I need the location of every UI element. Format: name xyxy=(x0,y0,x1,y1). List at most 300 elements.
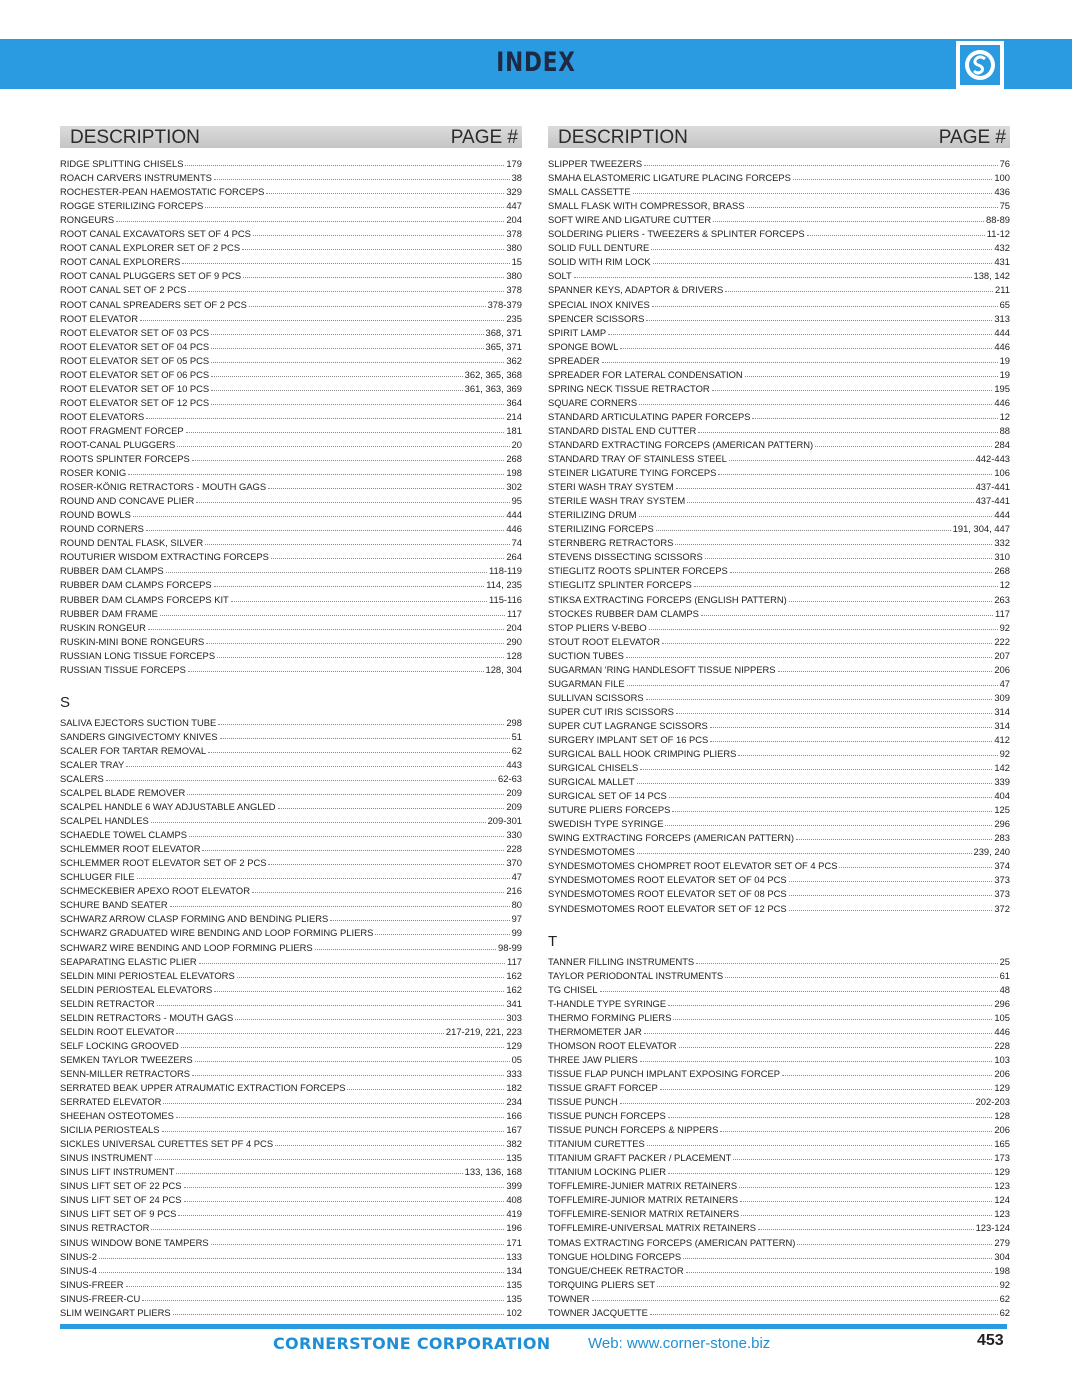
entry-page-number: 129 xyxy=(506,1039,522,1051)
entry-page-number: 284 xyxy=(994,438,1010,450)
dot-leader xyxy=(211,1244,505,1245)
footer-website[interactable]: Web: www.corner-stone.biz xyxy=(588,1335,771,1352)
entry-page-number: 198 xyxy=(506,467,522,479)
entry-page-number: 105 xyxy=(994,1011,1010,1023)
column-header xyxy=(60,126,522,148)
entry-description: SCALERS xyxy=(60,772,104,784)
entry-description: STOUT ROOT ELEVATOR xyxy=(548,635,661,647)
index-entry xyxy=(548,1163,1010,1177)
index-entry xyxy=(60,1205,522,1219)
entry-description: SOLID WITH RIM LOCK xyxy=(548,256,651,268)
index-entry xyxy=(60,506,522,520)
dot-leader xyxy=(694,586,998,587)
dot-leader xyxy=(644,165,997,166)
dot-leader xyxy=(242,249,504,250)
entry-page-number: 61 xyxy=(999,969,1010,981)
index-entry xyxy=(60,478,522,492)
dot-leader xyxy=(730,572,993,573)
index-entry xyxy=(60,436,522,450)
entry-description: ROOT CANAL SET OF 2 PCS xyxy=(60,284,187,296)
index-entry xyxy=(548,1051,1010,1065)
index-entry xyxy=(548,295,1010,309)
index-entry xyxy=(60,619,522,633)
index-entry xyxy=(548,534,1010,548)
entry-page-number: 135 xyxy=(506,1152,522,1164)
dot-leader xyxy=(651,249,992,250)
entry-description: SCHLEMMER ROOT ELEVATOR SET OF 2 PCS xyxy=(60,857,267,869)
index-entry xyxy=(548,967,1010,981)
entry-page-number: 114, 235 xyxy=(486,579,522,591)
entry-page-number: 378-379 xyxy=(487,298,522,310)
index-entry xyxy=(60,1023,522,1037)
index-entry xyxy=(60,155,522,169)
index-entry xyxy=(548,717,1010,731)
index-entry xyxy=(548,1262,1010,1276)
entry-page-number: 117 xyxy=(507,955,522,967)
entry-page-number: 92 xyxy=(999,621,1010,633)
entry-page-number: 19 xyxy=(999,368,1010,380)
entry-description: SCALER FOR TARTAR REMOVAL xyxy=(60,744,207,756)
entry-page-number: 123 xyxy=(994,1208,1010,1220)
dot-leader xyxy=(162,1131,505,1132)
dot-leader xyxy=(128,474,504,475)
entry-description: TITANIUM CURETTES xyxy=(548,1138,645,1150)
entry-page-number: 95 xyxy=(511,495,522,507)
dot-leader xyxy=(668,1117,993,1118)
dot-leader xyxy=(160,615,505,616)
dot-leader xyxy=(752,418,997,419)
entry-description: STANDARD TRAY OF STAINLESS STEEL xyxy=(548,453,727,465)
entry-page-number: 446 xyxy=(994,340,1010,352)
index-entry xyxy=(548,562,1010,576)
index-entry xyxy=(60,840,522,854)
entry-page-number: 364 xyxy=(506,396,522,408)
entry-description: SINUS-FREER-CU xyxy=(60,1292,141,1304)
column-header xyxy=(548,126,1010,148)
entry-page-number: 173 xyxy=(994,1152,1010,1164)
entry-description: STEVENS DISSECTING SCISSORS xyxy=(548,551,703,563)
entry-page-number: 207 xyxy=(994,649,1010,661)
index-entry xyxy=(60,728,522,742)
entry-description: SOLID FULL DENTURE xyxy=(548,242,650,254)
index-entry xyxy=(60,239,522,253)
entry-description: ROOT ELEVATOR SET OF 12 PCS xyxy=(60,396,210,408)
dot-leader xyxy=(178,1215,504,1216)
entry-description: TISSUE FLAP PUNCH IMPLANT EXPOSING FORCEP xyxy=(548,1067,780,1079)
entry-page-number: 102 xyxy=(506,1306,522,1318)
dot-leader xyxy=(797,1244,992,1245)
index-entry xyxy=(60,310,522,324)
index-entry xyxy=(548,169,1010,183)
index-entry xyxy=(60,798,522,812)
entry-page-number: 378 xyxy=(506,284,522,296)
entry-page-number: 15 xyxy=(511,256,522,268)
entry-page-number: 124 xyxy=(994,1194,1010,1206)
dot-leader xyxy=(665,825,992,826)
entry-description: THREE JAW PLIERS xyxy=(548,1053,638,1065)
entry-description: SPENCER SCISSORS xyxy=(548,312,645,324)
entry-page-number: 76 xyxy=(999,158,1010,170)
entry-page-number: 65 xyxy=(999,298,1010,310)
index-entry xyxy=(548,239,1010,253)
dot-leader xyxy=(184,1187,505,1188)
dot-leader xyxy=(807,235,985,236)
dot-leader xyxy=(739,1187,992,1188)
entry-description: SUGARMAN 'RING HANDLESOFT TISSUE NIPPERS xyxy=(548,663,776,675)
dot-leader xyxy=(679,1047,993,1048)
entry-description: SELDIN ROOT ELEVATOR xyxy=(60,1025,175,1037)
entry-page-number: 62 xyxy=(999,1292,1010,1304)
index-entry xyxy=(60,1065,522,1079)
entry-page-number: 332 xyxy=(994,537,1010,549)
entry-page-number: 290 xyxy=(506,635,522,647)
entry-description: ROOT CANAL SPREADERS SET OF 2 PCS xyxy=(60,298,247,310)
dot-leader xyxy=(173,1314,505,1315)
index-entry xyxy=(548,995,1010,1009)
entry-description: SURGICAL BALL HOOK CRIMPING PLIERS xyxy=(548,748,737,760)
dot-leader xyxy=(602,362,998,363)
entry-description: SELDIN RETRACTOR xyxy=(60,997,155,1009)
dot-leader xyxy=(142,1300,504,1301)
dot-leader xyxy=(644,1033,993,1034)
entry-page-number: 125 xyxy=(994,804,1010,816)
entry-page-number: 196 xyxy=(506,1222,522,1234)
dot-leader xyxy=(330,920,509,921)
dot-leader xyxy=(196,502,509,503)
dot-leader xyxy=(146,530,504,531)
entry-description: SCHWARZ GRADUATED WIRE BENDING AND LOOP FORMING PLIERS xyxy=(60,927,374,939)
index-entry xyxy=(548,815,1010,829)
entry-description: ROACH CARVERS INSTRUMENTS xyxy=(60,172,212,184)
entry-page-number: 135 xyxy=(506,1278,522,1290)
entry-page-number: 97 xyxy=(511,913,522,925)
dot-leader xyxy=(268,488,504,489)
index-entry xyxy=(60,910,522,924)
entry-page-number: 446 xyxy=(506,523,522,535)
entry-description: SPRING NECK TISSUE RETRACTOR xyxy=(548,382,710,394)
header-banner xyxy=(0,39,1072,89)
index-entry xyxy=(60,1262,522,1276)
entry-page-number: 222 xyxy=(994,635,1010,647)
page-number-header: PAGE # xyxy=(938,127,1006,148)
footer-company-name: CORNERSTONE CORPORATION xyxy=(273,1334,551,1353)
index-entry xyxy=(60,183,522,197)
entry-page-number: 298 xyxy=(506,716,522,728)
index-entry xyxy=(60,253,522,267)
index-entry xyxy=(60,281,522,295)
index-entry xyxy=(60,784,522,798)
entry-description: SUPER CUT LAGRANGE SCISSORS xyxy=(548,719,708,731)
entry-page-number: 47 xyxy=(999,677,1010,689)
index-entry xyxy=(548,953,1010,967)
entry-page-number: 25 xyxy=(999,955,1010,967)
entry-description: SINUS LIFT SET OF 9 PCS xyxy=(60,1208,177,1220)
entry-description: ROOT ELEVATOR SET OF 03 PCS xyxy=(60,326,210,338)
index-entry xyxy=(548,675,1010,689)
dot-leader xyxy=(148,629,504,630)
entry-description: SWING EXTRACTING FORCEPS (AMERICAN PATTERN) xyxy=(548,832,795,844)
index-entry xyxy=(548,338,1010,352)
dot-leader xyxy=(211,376,462,377)
entry-page-number: 339 xyxy=(994,776,1010,788)
entry-page-number: 74 xyxy=(511,537,522,549)
entry-page-number: 304 xyxy=(994,1250,1010,1262)
entry-description: STANDARD ARTICULATING PAPER FORCEPS xyxy=(548,410,751,422)
entry-description: RUSSIAN TISSUE FORCEPS xyxy=(60,663,186,675)
dot-leader xyxy=(184,1201,505,1202)
dot-leader xyxy=(253,235,505,236)
entry-description: SPREADER xyxy=(548,354,600,366)
entry-description: SCHMECKEBIER APEXO ROOT ELEVATOR xyxy=(60,885,250,897)
entry-description: SYNDESMOTOMES CHOMPRET ROOT ELEVATOR SET OF 4 PCS xyxy=(548,860,838,872)
index-entry xyxy=(548,548,1010,562)
entry-page-number: 214 xyxy=(506,410,522,422)
dot-leader xyxy=(649,629,998,630)
entry-description: STOP PLIERS V-BEBO xyxy=(548,621,647,633)
index-entry xyxy=(548,1205,1010,1219)
dot-leader xyxy=(729,460,974,461)
index-entry xyxy=(60,1051,522,1065)
entry-page-number: 98-99 xyxy=(498,941,522,953)
entry-description: ROOTS SPLINTER FORCEPS xyxy=(60,453,190,465)
entry-description: STANDARD EXTRACTING FORCEPS (AMERICAN PATTERN) xyxy=(548,438,814,450)
entry-description: TOWNER xyxy=(548,1292,590,1304)
index-entry xyxy=(548,450,1010,464)
index-entry xyxy=(60,756,522,770)
entry-description: TISSUE GRAFT FORCEP xyxy=(548,1082,658,1093)
entry-description: ROOT FRAGMENT FORCEP xyxy=(60,424,184,436)
index-entry xyxy=(548,801,1010,815)
entry-description: SCHAEDLE TOWEL CLAMPS xyxy=(60,829,187,841)
entry-page-number: 310 xyxy=(994,551,1010,563)
entry-page-number: 296 xyxy=(994,818,1010,830)
entry-description: TOMAS EXTRACTING FORCEPS (AMERICAN PATTERN) xyxy=(548,1236,796,1248)
entry-description: SPIRIT LAMP xyxy=(548,326,607,338)
index-entry xyxy=(548,661,1010,675)
entry-page-number: 75 xyxy=(999,200,1010,212)
index-entry xyxy=(548,745,1010,759)
entry-page-number: 171 xyxy=(506,1236,522,1248)
entry-page-number: 235 xyxy=(506,312,522,324)
entry-description: SICKLES UNIVERSAL CURETTES SET PF 4 PCS xyxy=(60,1138,274,1150)
entry-page-number: 373 xyxy=(994,888,1010,900)
dot-leader xyxy=(672,811,992,812)
index-entry xyxy=(60,394,522,408)
dot-leader xyxy=(627,685,998,686)
dot-leader xyxy=(220,738,510,739)
entry-description: ROGGE STERILIZING FORCEPS xyxy=(60,200,204,212)
entry-description: ROOT ELEVATOR SET OF 06 PCS xyxy=(60,368,210,380)
index-entry xyxy=(60,464,522,478)
index-entry xyxy=(548,647,1010,661)
entry-description: ROOT CANAL EXCAVATORS SET OF 4 PCS xyxy=(60,228,251,240)
index-entry xyxy=(548,197,1010,211)
index-entry xyxy=(548,773,1010,787)
dot-leader xyxy=(99,1272,504,1273)
entry-page-number: 99 xyxy=(511,927,522,939)
entry-description: ROSER-KÖNIG RETRACTORS - MOUTH GAGS xyxy=(60,481,267,493)
index-entry xyxy=(548,352,1010,366)
entry-page-number: 211 xyxy=(995,284,1010,296)
index-entry xyxy=(60,366,522,380)
entry-description: RONGEURS xyxy=(60,214,115,226)
dot-leader xyxy=(176,1033,443,1034)
entry-description: STERILIZING DRUM xyxy=(548,509,637,521)
dot-leader xyxy=(815,446,992,447)
entry-description: SPONGE BOWL xyxy=(548,340,619,352)
entry-description: TOFFLEMIRE-JUNIOR MATRIX RETAINERS xyxy=(548,1194,739,1206)
entry-page-number: 128, 304 xyxy=(485,663,522,675)
entry-page-number: 365, 371 xyxy=(485,340,522,352)
entry-description: STIEGLITZ SPLINTER FORCEPS xyxy=(548,579,692,591)
dot-leader xyxy=(712,390,993,391)
index-entry xyxy=(548,1191,1010,1205)
index-entries xyxy=(60,155,522,1318)
dot-leader xyxy=(214,586,485,587)
entry-page-number: 419 xyxy=(506,1208,522,1220)
dot-leader xyxy=(163,1103,504,1104)
entry-description: SALIVA EJECTORS SUCTION TUBE xyxy=(60,716,217,728)
dot-leader xyxy=(789,910,993,911)
dot-leader xyxy=(375,934,509,935)
entry-page-number: 05 xyxy=(511,1053,522,1065)
entry-description: TG CHISEL xyxy=(548,983,598,995)
entry-description: SLIPPER TWEEZERS xyxy=(548,158,643,170)
dot-leader xyxy=(157,1005,505,1006)
dot-leader xyxy=(186,432,505,433)
entry-page-number: 234 xyxy=(506,1096,522,1108)
entry-page-number: 19 xyxy=(999,354,1010,366)
entry-page-number: 382 xyxy=(506,1138,522,1150)
index-entry xyxy=(548,843,1010,857)
dot-leader xyxy=(192,460,505,461)
entry-page-number: 128 xyxy=(994,1110,1010,1122)
entry-page-number: 129 xyxy=(994,1166,1010,1178)
index-entry xyxy=(60,812,522,826)
dot-leader xyxy=(185,165,504,166)
entry-description: ROOT CANAL EXPLORERS xyxy=(60,256,181,268)
entry-description: SCHLUGER FILE xyxy=(60,871,135,883)
entry-page-number: 444 xyxy=(994,326,1010,338)
entry-page-number: 447 xyxy=(506,200,522,212)
dot-leader xyxy=(189,836,504,837)
entry-page-number: 404 xyxy=(994,790,1010,802)
entry-page-number: 62 xyxy=(999,1306,1010,1318)
index-entry xyxy=(60,967,522,981)
dot-leader xyxy=(720,1131,992,1132)
index-entry xyxy=(548,1149,1010,1163)
entry-page-number: 195 xyxy=(994,382,1010,394)
index-entry xyxy=(60,1163,522,1177)
entry-description: ROOT CANAL EXPLORER SET OF 2 PCS xyxy=(60,242,241,254)
dot-leader xyxy=(740,1201,992,1202)
dot-leader xyxy=(268,864,504,865)
entry-description: SYNDESMOTOMES xyxy=(548,846,635,858)
dot-leader xyxy=(789,601,993,602)
dot-leader xyxy=(243,277,504,278)
index-entry xyxy=(548,408,1010,422)
dot-leader xyxy=(211,334,483,335)
dot-leader xyxy=(574,277,972,278)
dot-leader xyxy=(701,615,993,616)
entry-page-number: 206 xyxy=(994,663,1010,675)
entry-description: ROOT CANAL PLUGGERS SET OF 9 PCS xyxy=(60,270,242,282)
dot-leader xyxy=(686,1272,993,1273)
index-entry xyxy=(60,770,522,784)
entry-page-number: 362 xyxy=(506,354,522,366)
index-entry xyxy=(548,981,1010,995)
entry-description: SYNDESMOTOMES ROOT ELEVATOR SET OF 08 PCS xyxy=(548,888,787,900)
entry-description: RUSSIAN LONG TISSUE FORCEPS xyxy=(60,649,216,661)
entry-description: SULLIVAN SCISSORS xyxy=(548,691,644,703)
index-entry xyxy=(60,1290,522,1304)
index-entry xyxy=(60,1135,522,1149)
dot-leader xyxy=(231,601,487,602)
entry-description: STERI WASH TRAY SYSTEM xyxy=(548,481,674,493)
index-entry xyxy=(60,520,522,534)
index-entry xyxy=(548,590,1010,604)
entry-description: TITANIUM GRAFT PACKER / PLACEMENT xyxy=(548,1152,732,1164)
entry-page-number: 314 xyxy=(994,705,1010,717)
entry-page-number: 209 xyxy=(506,787,522,799)
index-entry xyxy=(60,661,522,675)
dot-leader xyxy=(676,488,974,489)
dot-leader xyxy=(725,977,997,978)
index-entry xyxy=(60,1149,522,1163)
dot-leader xyxy=(195,1061,510,1062)
dot-leader xyxy=(793,179,992,180)
entry-description: TORQUING PLIERS SET xyxy=(548,1278,656,1290)
entry-page-number: 62-63 xyxy=(498,772,522,784)
section-letter: S xyxy=(60,693,71,711)
index-entry xyxy=(548,1304,1010,1318)
entry-description: SURGICAL MALLET xyxy=(548,776,635,788)
index-entry xyxy=(548,464,1010,478)
entry-description: SCHWARZ WIRE BENDING AND LOOP FORMING PLIERS xyxy=(60,941,313,953)
dot-leader xyxy=(235,1019,504,1020)
index-entry xyxy=(548,506,1010,520)
index-entry xyxy=(548,605,1010,619)
index-entry xyxy=(548,787,1010,801)
dot-leader xyxy=(188,671,484,672)
index-entry xyxy=(548,731,1010,745)
index-entry xyxy=(60,1191,522,1205)
entry-description: SOFT WIRE AND LIGATURE CUTTER xyxy=(548,214,712,226)
index-entry xyxy=(60,1276,522,1290)
entry-description: SCALPEL HANDLE 6 WAY ADJUSTABLE ANGLED xyxy=(60,801,276,813)
dot-leader xyxy=(206,643,504,644)
dot-leader xyxy=(675,544,992,545)
entry-page-number: 279 xyxy=(994,1236,1010,1248)
entry-page-number: 115-116 xyxy=(488,593,522,605)
index-entry xyxy=(548,1093,1010,1107)
cornerstone-logo-icon xyxy=(956,41,1004,89)
entry-page-number: 431 xyxy=(994,256,1010,268)
index-entry xyxy=(548,366,1010,380)
entry-description: SICILIA PERIOSTEALS xyxy=(60,1124,160,1136)
dot-leader xyxy=(653,263,993,264)
index-entry xyxy=(548,310,1010,324)
entry-page-number: 106 xyxy=(994,467,1010,479)
index-entry xyxy=(548,1177,1010,1191)
entry-description: ROSER KONIG xyxy=(60,467,127,479)
entry-page-number: 373 xyxy=(994,874,1010,886)
index-entry xyxy=(60,605,522,619)
dot-leader xyxy=(668,1173,992,1174)
index-entry xyxy=(548,1135,1010,1149)
entry-page-number: 134 xyxy=(506,1264,522,1276)
entry-description: SINUS INSTRUMENT xyxy=(60,1152,153,1164)
